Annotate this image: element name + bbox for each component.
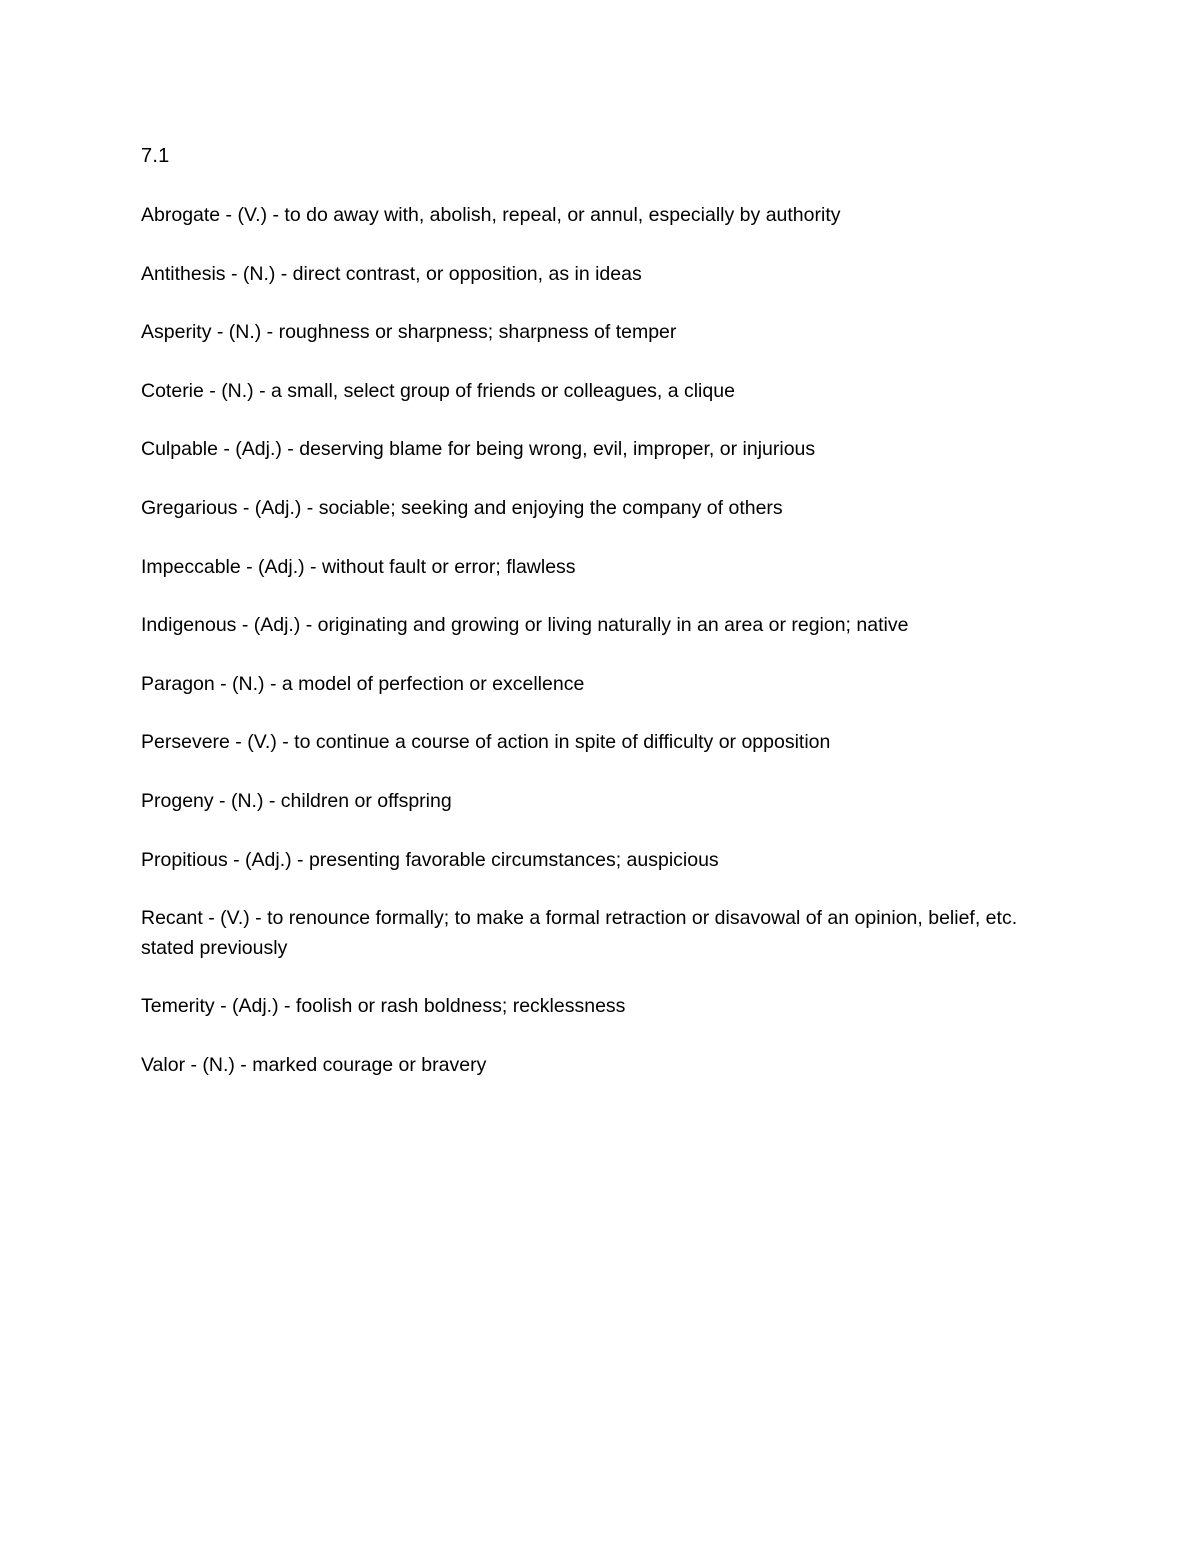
vocab-entry-culpable: Culpable - (Adj.) - deserving blame for being wrong, evil, improper, or injurious (141, 438, 816, 461)
vocab-entry-gregarious: Gregarious - (Adj.) - sociable; seeking and enjoying the company of others (141, 496, 783, 519)
document-content (141, 142, 1041, 1110)
vocab-entry-paragon: Paragon - (N.) - a model of perfection or excellence (141, 672, 585, 695)
vocab-entry-propitious: Propitious - (Adj.) - presenting favorable circumstances; auspicious (141, 848, 719, 871)
vocab-entry-coterie: Coterie - (N.) - a small, select group of friends or colleagues, a clique (141, 379, 735, 402)
vocab-entry-persevere: Persevere - (V.) - to continue a course of action in spite of difficulty or opposition (141, 731, 831, 754)
vocab-entry-impeccable: Impeccable - (Adj.) - without fault or error; flawless (141, 555, 576, 578)
vocab-entry-recant: Recant - (V.) - to renounce formally; to make a formal retraction or disavowal of an opinion, belief, etc. stated previously (141, 907, 1018, 959)
vocab-entry-indigenous: Indigenous - (Adj.) - originating and growing or living naturally in an area or region; native (141, 614, 909, 637)
vocab-entry-abrogate: Abrogate - (V.) - to do away with, abolish, repeal, or annul, especially by authority (141, 204, 841, 226)
section-heading: 7.1 (141, 145, 170, 167)
vocab-entry-asperity: Asperity - (N.) - roughness or sharpness; sharpness of temper (141, 321, 677, 344)
vocab-entry-temerity: Temerity - (Adj.) - foolish or rash boldness; recklessness (141, 995, 626, 1018)
vocab-entry-antithesis: Antithesis - (N.) - direct contrast, or opposition, as in ideas (141, 262, 642, 285)
vocab-entry-progeny: Progeny - (N.) - children or offspring (141, 789, 452, 812)
vocab-entry-valor: Valor - (N.) - marked courage or bravery (141, 1053, 487, 1076)
